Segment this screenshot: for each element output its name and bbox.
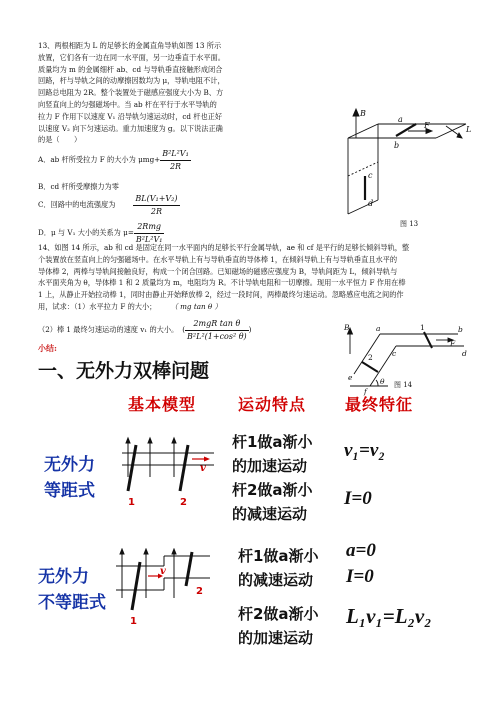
row1-label-line-1: 无外力 xyxy=(44,455,95,475)
q13-option-b: B．cd 杆所受摩擦力为零 xyxy=(38,182,119,191)
q13-line: 以速度 V₂ 向下匀速运动。重力加速度为 g。以下说法正确 xyxy=(38,123,223,133)
q14-text xyxy=(38,242,496,313)
rod-2 xyxy=(186,552,192,586)
row2-label-line-1: 无外力 xyxy=(38,567,89,587)
row1-motion xyxy=(232,430,313,526)
row2-label xyxy=(38,564,106,616)
q13-option-d-text: D．μ 与 V₁ 大小的关系为 μ= xyxy=(38,228,134,238)
q13-line: 回路总电阻为 2R。整个装置处于磁感应强度大小为 B、方 xyxy=(38,88,224,98)
figure-13 xyxy=(338,96,488,231)
q14-line: 个装置放在竖直向上的匀强磁场中。在水平导轨上有与导轨垂直的导体棒 1，在倾斜导轨上有与导轨垂直且水平的 xyxy=(38,254,398,264)
q13-option-a-text: A．ab 杆所受拉力 F 的大小为 μmg+ xyxy=(38,155,161,165)
q13-line: 13、两根相距为 L 的足够长的金属直角导轨如图 13 所示 xyxy=(38,41,222,50)
label-d: d xyxy=(462,349,467,358)
rod-2 xyxy=(180,445,188,491)
figure-13-caption: 图 13 xyxy=(400,220,419,228)
q13-line: 拉力 F 作用下以速度 V₁ 沿导轨匀速运动时，cd 杆也正好 xyxy=(38,111,223,121)
motion-line: 杆2做a渐小 xyxy=(232,481,313,499)
label-c: c xyxy=(392,349,397,358)
arrowhead xyxy=(353,109,359,116)
q14-question-2: （2）棒 1 最终匀速运动的速度 v₁ 的大小。 xyxy=(38,325,179,335)
q14-answer-2-fraction xyxy=(185,318,249,343)
q13-text xyxy=(38,40,338,146)
label-v: v xyxy=(160,566,166,577)
label-rod-1: 1 xyxy=(420,323,425,332)
q13-line: 向竖直向上的匀强磁场中。当 ab 杆在平行于水平导轨的 xyxy=(38,99,217,109)
q14-line: 导体棒 2，两棒与导轨间接触良好，构成一个闭合回路。已知磁场的磁感应强度为 B，导轨间距为 L，倾斜导轨与 xyxy=(38,266,398,276)
figure-14-caption: 图 14 xyxy=(394,381,413,389)
motion-line: 杆1做a渐小 xyxy=(238,547,319,565)
motion-line: 的减速运动 xyxy=(232,505,308,523)
label-c: c xyxy=(368,171,373,180)
q13-option-c-fraction xyxy=(133,193,179,218)
fraction-numerator: 2mgR tan θ xyxy=(185,318,249,331)
q13-option-c xyxy=(38,193,278,218)
fraction-numerator: 2Rmg xyxy=(134,221,165,234)
label-B: B xyxy=(344,323,350,332)
label-e: e xyxy=(348,373,353,382)
summary-label: 小结: xyxy=(38,343,57,353)
row2-label-line-2: 不等距式 xyxy=(38,593,106,613)
label-rod-2: 2 xyxy=(196,586,203,597)
label-a: a xyxy=(376,324,381,333)
fraction-numerator: BL(V₁+V₂) xyxy=(133,193,179,206)
fraction-denominator: 2R xyxy=(169,161,182,171)
q14-part-2: （2）棒 1 最终匀速运动的速度 v₁ 的大小。 ( $\frac{\text{2mgR tan θ}}{\text{B²L²(1+cos² θ)}}$ ) xyxy=(38,319,252,341)
q14-line: 1 上，从静止开始拉动棒 1，同时由静止开始释放棒 2，经过一段时间，两棒最终匀速运动。忽略感应电流之间的作 xyxy=(38,290,404,300)
row2-final-acceleration: a=0 xyxy=(346,540,376,561)
header-final-features: 最终特征 xyxy=(345,395,414,414)
label-v: v xyxy=(200,463,206,474)
q14-answer-1: （ mg tan θ ） xyxy=(170,301,222,311)
motion-line: 杆1做a渐小 xyxy=(232,433,313,451)
label-F: F xyxy=(450,339,456,348)
label-f: f xyxy=(364,387,367,396)
label-b: b xyxy=(394,141,400,150)
q14-line: 水平面夹角为 θ，导体棒 1 和 2 质量均为 m，电阻均为 R。不计导轨电阻和一切摩擦。现用一水平恒力 F 作用在棒 xyxy=(38,278,406,288)
motion-line: 杆2做a渐小 xyxy=(238,605,319,623)
rod-ab xyxy=(396,124,416,136)
q13-option-a xyxy=(38,148,278,173)
label-rod-2: 2 xyxy=(180,497,187,507)
q13-line: 放置，它们各有一边在同一水平面，另一边垂直于水平面。 xyxy=(38,52,225,62)
row2-final-relation: L₁v₁=L₂v₂ xyxy=(346,604,432,628)
row2-diagram xyxy=(112,548,212,628)
q13-line: 的是（ ） xyxy=(38,135,82,145)
label-F: F xyxy=(424,121,430,130)
label-a: a xyxy=(398,115,403,124)
row1-diagram xyxy=(118,435,218,507)
label-d: d xyxy=(368,199,374,208)
q14-question-1: 用，试求：（1）水平拉力 F 的大小； xyxy=(38,301,157,311)
row1-final-velocity: v₁=v₂ xyxy=(344,440,385,461)
q14-line: 14、如图 14 所示，ab 和 cd 是固定在同一水平面内的足够长平行金属导轨，ae 和 cf 是平行的足够长倾斜导轨，整 xyxy=(38,243,410,252)
q13-option-c-text: C．回路中的电流强度为 xyxy=(38,200,116,210)
label-b: b xyxy=(458,325,463,334)
row1-label xyxy=(44,452,95,504)
header-basic-model: 基本模型 xyxy=(128,395,197,414)
motion-line: 的加速运动 xyxy=(232,457,308,475)
row2-motion xyxy=(238,544,319,650)
row1-final-current: I=0 xyxy=(344,488,372,509)
label-L: L xyxy=(466,125,472,134)
q13-line: 回路，杆与导轨之间的动摩擦因数均为 μ，导轨电阻不计， xyxy=(38,76,225,86)
fraction-denominator: B²L²V₁ xyxy=(135,234,163,244)
q13-option-a-fraction xyxy=(160,148,191,173)
rod-2 xyxy=(362,362,378,372)
label-rod-1: 1 xyxy=(128,497,135,507)
label-rod-2: 2 xyxy=(368,353,373,362)
fraction-numerator: B²L²V₁ xyxy=(160,148,191,161)
row2-final-current: I=0 xyxy=(346,566,374,587)
motion-line: 的加速运动 xyxy=(238,629,314,647)
label-theta: θ xyxy=(380,377,385,386)
rod-1 xyxy=(128,445,136,491)
header-motion-features: 运动特点 xyxy=(238,395,307,414)
fraction-denominator: 2R xyxy=(150,206,162,216)
label-rod-1: 1 xyxy=(130,616,137,627)
q14-line xyxy=(38,301,496,313)
rod-1 xyxy=(132,562,140,610)
fraction-denominator: B²L²(1+cos² θ) xyxy=(187,331,247,341)
section-title: 一、无外力双棒问题 xyxy=(38,360,210,382)
motion-line: 的减速运动 xyxy=(238,571,314,589)
q13-line: 质量均为 m 的金属细杆 ab、cd 与导轨垂直接触形成闭合 xyxy=(38,64,223,74)
label-B: B xyxy=(360,109,366,118)
row1-label-line-2: 等距式 xyxy=(44,481,95,501)
